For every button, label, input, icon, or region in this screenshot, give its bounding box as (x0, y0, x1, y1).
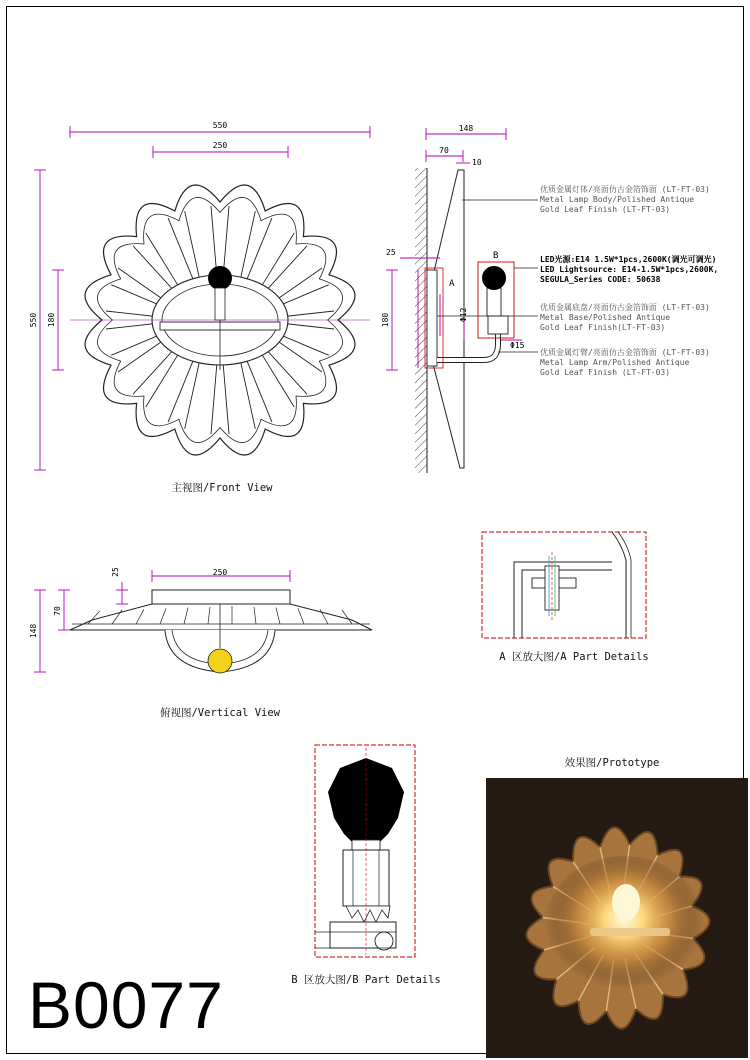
note-lamp-arm-en2: Gold Leaf Finish (LT-FT-03) (540, 368, 671, 377)
note-light-source-en1: LED Lightsource: E14-1.5W*1pcs,2600K, (540, 265, 719, 274)
vertical-dim-width: 250 (212, 568, 228, 577)
vertical-dim-mid: 70 (53, 606, 62, 616)
note-lamp-body-en1: Metal Lamp Body/Polished Antique (540, 195, 695, 204)
a-part-details (482, 532, 649, 663)
a-detail-shade-edge (612, 532, 626, 638)
front-view (29, 121, 398, 494)
side-dim-lamp-dia: Φ12 (459, 307, 468, 322)
b-part-details (291, 745, 440, 986)
product-code: B0077 (28, 968, 224, 1042)
vertical-view (29, 567, 372, 719)
front-view-caption: 主视图/Front View (171, 482, 273, 494)
prototype-photo (486, 778, 748, 1058)
a-detail-caption: A 区放大图/A Part Details (499, 651, 649, 663)
note-lamp-arm-en1: Metal Lamp Arm/Polished Antique (540, 358, 690, 367)
b-detail-caption: B 区放大图/B Part Details (291, 974, 441, 986)
note-lamp-body (540, 185, 710, 215)
side-socket (487, 288, 501, 316)
note-lamp-body-en2: Gold Leaf Finish (LT-FT-03) (540, 205, 671, 214)
note-lamp-arm-cn: 优质金属灯臂/亮面仿古金箔饰面 (LT-FT-03) (540, 348, 710, 357)
note-metal-base-en1: Metal Base/Polished Antique (540, 313, 671, 322)
note-metal-base (540, 303, 710, 333)
b-marker-label: B (493, 251, 499, 261)
vertical-bulb-icon (208, 649, 232, 673)
side-dim-base: 25 (386, 248, 396, 257)
front-bulb-socket (215, 288, 225, 320)
front-dim-height-inner-right: 180 (381, 312, 390, 328)
vertical-dim-thickness: 25 (111, 567, 120, 577)
a-detail-bracket (514, 562, 612, 638)
note-light-source-en2: SEGULA_Series CODE: 50638 (540, 275, 661, 284)
front-dim-height-inner-left: 180 (47, 312, 56, 328)
vertical-shade-profile (70, 604, 372, 630)
side-base-plate (427, 270, 437, 366)
note-metal-base-en2: Gold Leaf Finish(LT-FT-03) (540, 323, 666, 332)
side-holder (488, 316, 508, 334)
front-dim-height-outer: 550 (29, 312, 38, 328)
note-lamp-body-cn: 优质金属灯体/亮面仿古金箔饰面 (LT-FT-03) (540, 185, 710, 194)
vertical-dim-height: 148 (29, 623, 38, 639)
vertical-base-plate (152, 590, 290, 604)
prototype-illustration (486, 778, 748, 1058)
vertical-view-caption: 俯视图/Vertical View (159, 707, 281, 719)
front-dim-width-outer: 550 (212, 121, 228, 130)
side-dim-tip: 10 (472, 158, 482, 167)
b-detail-crown (346, 906, 390, 922)
side-view (386, 124, 538, 473)
front-dim-width-inner: 250 (212, 141, 228, 150)
note-light-source (540, 255, 718, 285)
side-bulb-icon (482, 266, 506, 290)
prototype-caption: 效果图/Prototype (564, 757, 660, 769)
side-dim-depth-arm: 70 (439, 146, 449, 155)
side-dim-depth-total: 148 (458, 124, 474, 133)
side-dim-holder-dia: Φ15 (510, 341, 525, 350)
note-lamp-arm (540, 348, 710, 378)
a-marker-label: A (449, 279, 455, 289)
note-light-source-cn: LED光源:E14 1.5W*1pcs,2600K(调光可调光) (540, 255, 717, 264)
front-bulb-icon (208, 266, 232, 290)
note-metal-base-cn: 优质金属底盘/亮面仿古金箔饰面 (LT-FT-03) (540, 303, 710, 312)
